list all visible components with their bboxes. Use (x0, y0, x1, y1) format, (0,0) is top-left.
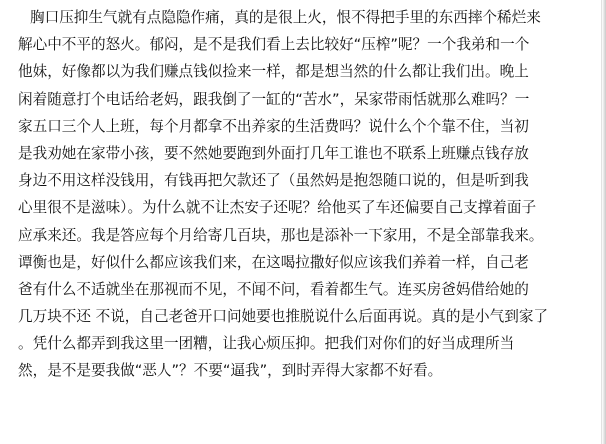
text-line: 应承来还。我是答应每个月给寄几百块，那也是添补一下家用，不是全部靠我来。 (18, 226, 544, 244)
text-line: 爸有什么不适就坐在那视而不见，不闻不问，看着都生气。连买房爸妈借给她的 (18, 280, 529, 298)
text-line: 是我劝她在家带小孩，要不然她要跑到外面打几年工谁也不联系上班赚点钱存放 (18, 144, 529, 162)
text-line: 几万块不还 不说，自己老爸开口问她要也推脱说什么后面再说。真的是小气到家了 (18, 308, 549, 326)
page-edge (602, 0, 606, 444)
text-line: 家五口三个人上班，每个月都拿不出养家的生活费吗？说什么个个靠不住，当初 (18, 117, 529, 135)
text-line: 身边不用这样没钱用，有钱再把欠款还了（虽然妈是抱怨随口说的，但是听到我 (18, 172, 529, 190)
text-line: 闲着随意打个电话给老妈，跟我倒了一缸的“苦水”，呆家带雨恬就那么难吗？一 (18, 90, 530, 108)
text-line: 心里很不是滋味）。为什么就不让杰安子还呢？给他买了车还偏要自己支撑着面子 (18, 199, 537, 217)
text-line: 然，是不是要我做“恶人”？不要“逼我”，到时弄得大家都不好看。 (18, 362, 443, 380)
text-line: 谭衡也是，好似什么都应该我们来，在这喝拉撒好似应该我们养着一样，自己老 (18, 253, 529, 271)
paragraph (18, 4, 590, 385)
text-line: 。凭什么都弄到我这里一团糟，让我心烦压抑。把我们对你们的好当成理所当 (18, 335, 515, 353)
text-line: 他妹，好像都以为我们赚点钱似捡来一样，都是想当然的什么都让我们出。晚上 (18, 63, 529, 81)
text-line: 解心中不平的怒火。郁闷，是不是我们看上去比较好“压榨”呢？一个我弟和一个 (18, 36, 530, 54)
text-line: 胸口压抑生气就有点隐隐作痛，真的是很上火，恨不得把手里的东西摔个稀烂来 (30, 9, 541, 26)
